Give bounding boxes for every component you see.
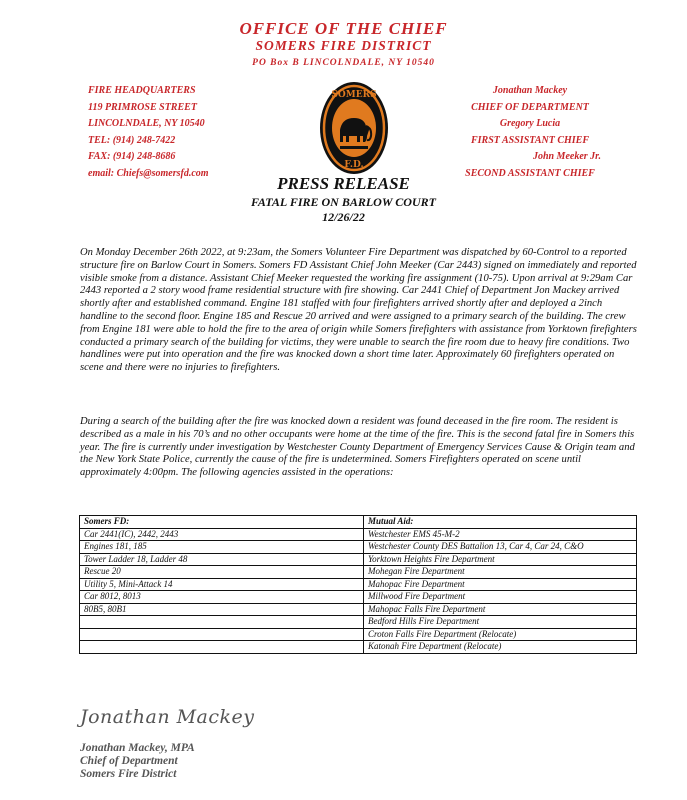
hq-line: FIRE HEADQUARTERS [88, 85, 196, 96]
table-row [80, 641, 637, 654]
signer-org: Somers Fire District [80, 768, 177, 780]
somers-fd-header: Somers FD: [80, 516, 364, 529]
hq-email: email: Chiefs@somersfd.com [88, 167, 209, 179]
somers-fd-unit: Car 2441(IC), 2442, 2443 [80, 528, 364, 541]
somers-fd-unit: Rescue 20 [80, 566, 364, 579]
po-box-address: PO Box B LINCOLNDALE, NY 10540 [252, 58, 435, 68]
logo-top-text: SOMERS [331, 90, 377, 100]
hq-line: 119 PRIMROSE STREET [88, 101, 197, 113]
table-row [80, 591, 637, 604]
press-release-title: PRESS RELEASE [277, 174, 410, 193]
mutual-aid-agency: Bedford Hills Fire Department [364, 616, 637, 629]
mutual-aid-agency: Westchester County DES Battalion 13, Car 4, Car 24, C&O [364, 541, 637, 554]
mutual-aid-agency: Millwood Fire Department [364, 591, 637, 604]
body-paragraph-2: During a search of the building after the fire was knocked down a resident was found deceased in the fire room. The resident is described as a male in his 70’s and no other occupants were home at the time of the fire. This is the second fatal fire in Somers this year. The fire is currently under investigation by Westchester County Department of Emergency Services Cause & Origin team and the New York State Police, currently the cause of the fire is undetermined. Somers Firefighters operated on scene until approximately 4:00pm. The following agencies assisted in the operations: [80, 416, 635, 479]
table-row [80, 578, 637, 591]
headquarters-info [88, 83, 209, 182]
district-name: SOMERS FIRE DISTRICT [255, 38, 432, 53]
hq-line: FAX: (914) 248-8686 [88, 151, 176, 162]
table-row [80, 553, 637, 566]
signature-block [80, 742, 195, 781]
table-row [80, 616, 637, 629]
officer-name: Gregory Lucia [499, 118, 561, 129]
officer-title: CHIEF OF DEPARTMENT [471, 101, 589, 113]
somers-fd-unit [80, 616, 364, 629]
table-header-row [80, 516, 637, 529]
signer-title: Chief of Department [80, 755, 178, 767]
officer-name: John Meeker Jr. [532, 151, 601, 162]
officer-title: FIRST ASSISTANT CHIEF [470, 134, 589, 146]
signature-script: Jonathan Mackey [80, 706, 255, 728]
hq-line: TEL: (914) 248-7422 [88, 134, 176, 146]
press-release-date: 12/26/22 [322, 210, 365, 224]
hq-line: LINCOLNDALE, NY 10540 [88, 118, 205, 129]
officers-info [455, 83, 605, 182]
mutual-aid-agency: Katonah Fire Department (Relocate) [364, 641, 637, 654]
mutual-aid-header: Mutual Aid: [364, 516, 637, 529]
logo-bottom-text: F.D. [344, 160, 364, 170]
somers-fd-unit [80, 641, 364, 654]
somers-fd-unit: Tower Ladder 18, Ladder 48 [80, 553, 364, 566]
somers-fd-unit: Engines 181, 185 [80, 541, 364, 554]
signer-name: Jonathan Mackey, MPA [80, 742, 195, 754]
somers-fd-unit: Utility 5, Mini-Attack 14 [80, 578, 364, 591]
somers-fd-unit: Car 8012, 8013 [80, 591, 364, 604]
office-title: OFFICE OF THE CHIEF [239, 19, 448, 38]
table-row [80, 566, 637, 579]
table-row [80, 528, 637, 541]
agencies-table [79, 515, 637, 654]
officer-title: SECOND ASSISTANT CHIEF [465, 167, 595, 179]
table-row [80, 541, 637, 554]
mutual-aid-agency: Mahopac Fire Department [364, 578, 637, 591]
mutual-aid-agency: Westchester EMS 45-M-2 [364, 528, 637, 541]
mutual-aid-agency: Yorktown Heights Fire Department [364, 553, 637, 566]
officer-name: Jonathan Mackey [492, 85, 568, 96]
mutual-aid-agency: Mahopac Falls Fire Department [364, 603, 637, 616]
press-release-subtitle: FATAL FIRE ON BARLOW COURT [251, 195, 436, 209]
mutual-aid-agency: Mohegan Fire Department [364, 566, 637, 579]
table-row [80, 603, 637, 616]
body-paragraph-1: On Monday December 26th 2022, at 9:23am, the Somers Volunteer Fire Department was dispatched by 60-Control to a reported structure fire on Barlow Court in Somers. Somers FD Assistant Chief John Meeker (Car 2443) signed on immediately and reported visible smoke from a distance. Assistant Chief Meeker requested the working fire assignment (10-75). Upon arrival at 9:29am Car 2443 reported a 2 story wood frame residential structure with fire showing. Car 2441 Chief of Department Jon Mackey arrived shortly after and established command. Engine 181 staffed with four firefighters arrived shortly after and deployed a 2inch handline to the second floor. Engine 185 and Rescue 20 arrived and were assigned to a primary search of the building. The crew from Engine 181 were able to hold the fire to the area of origin while Somers firefighters with assistance from Yorktown firefighters conducted a primary search of the building for victims, they were unable to search the fire room due to heavy fire conditions. Two handlines were put into operation and the fire was knocked down a short time later. Approximately 60 firefighters operated on scene and there were no injuries to firefighters. [80, 247, 637, 374]
table-row [80, 628, 637, 641]
somers-fd-unit: 80B5, 80B1 [80, 603, 364, 616]
mutual-aid-agency: Croton Falls Fire Department (Relocate) [364, 628, 637, 641]
somers-fd-unit [80, 628, 364, 641]
somers-fd-logo [318, 80, 390, 176]
